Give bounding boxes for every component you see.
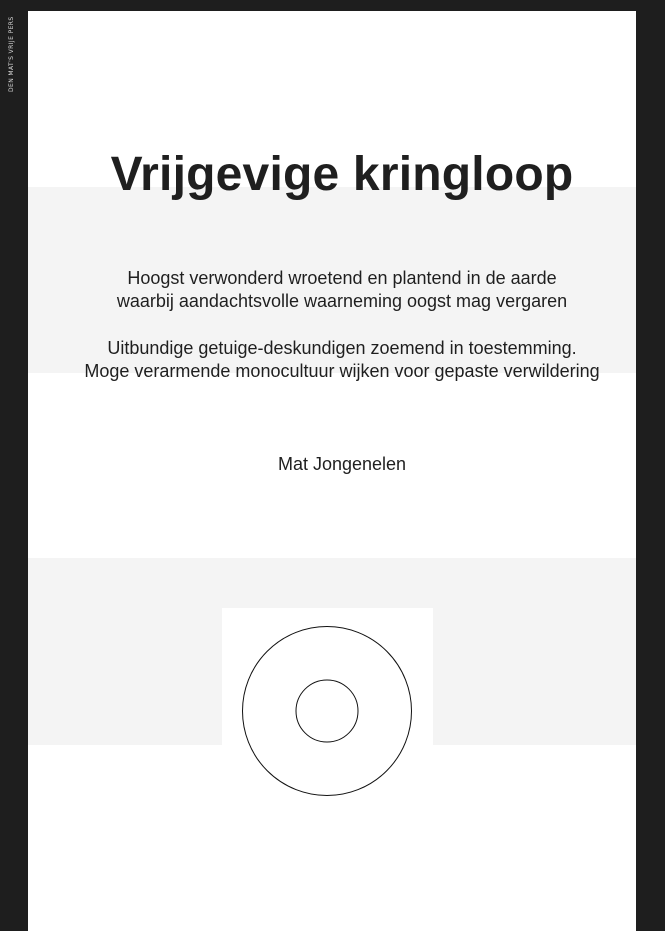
concentric-circles-icon — [241, 625, 413, 797]
book-cover-page — [28, 11, 636, 931]
verse-2 — [28, 337, 636, 383]
author-name: Mat Jongenelen — [277, 454, 407, 474]
verse-2-line-1: Uitbundige getuige-deskundigen zoemend in toestemming. — [107, 338, 577, 358]
cover-title: Vrijgevige kringloop — [110, 148, 574, 201]
outer-circle — [243, 627, 412, 796]
verse-1-line-2: waarbij aandachtsvolle waarneming oogst mag vergaren — [116, 291, 568, 311]
publisher-spine-label: DEN MAT'S VRIJE PERS — [8, 16, 15, 92]
verse-1-line-1: Hoogst verwonderd wroetend en plantend in de aarde — [127, 268, 557, 288]
verse-1 — [28, 267, 636, 313]
verse-2-line-2: Moge verarmende monocultuur wijken voor gepaste verwildering — [84, 361, 600, 381]
